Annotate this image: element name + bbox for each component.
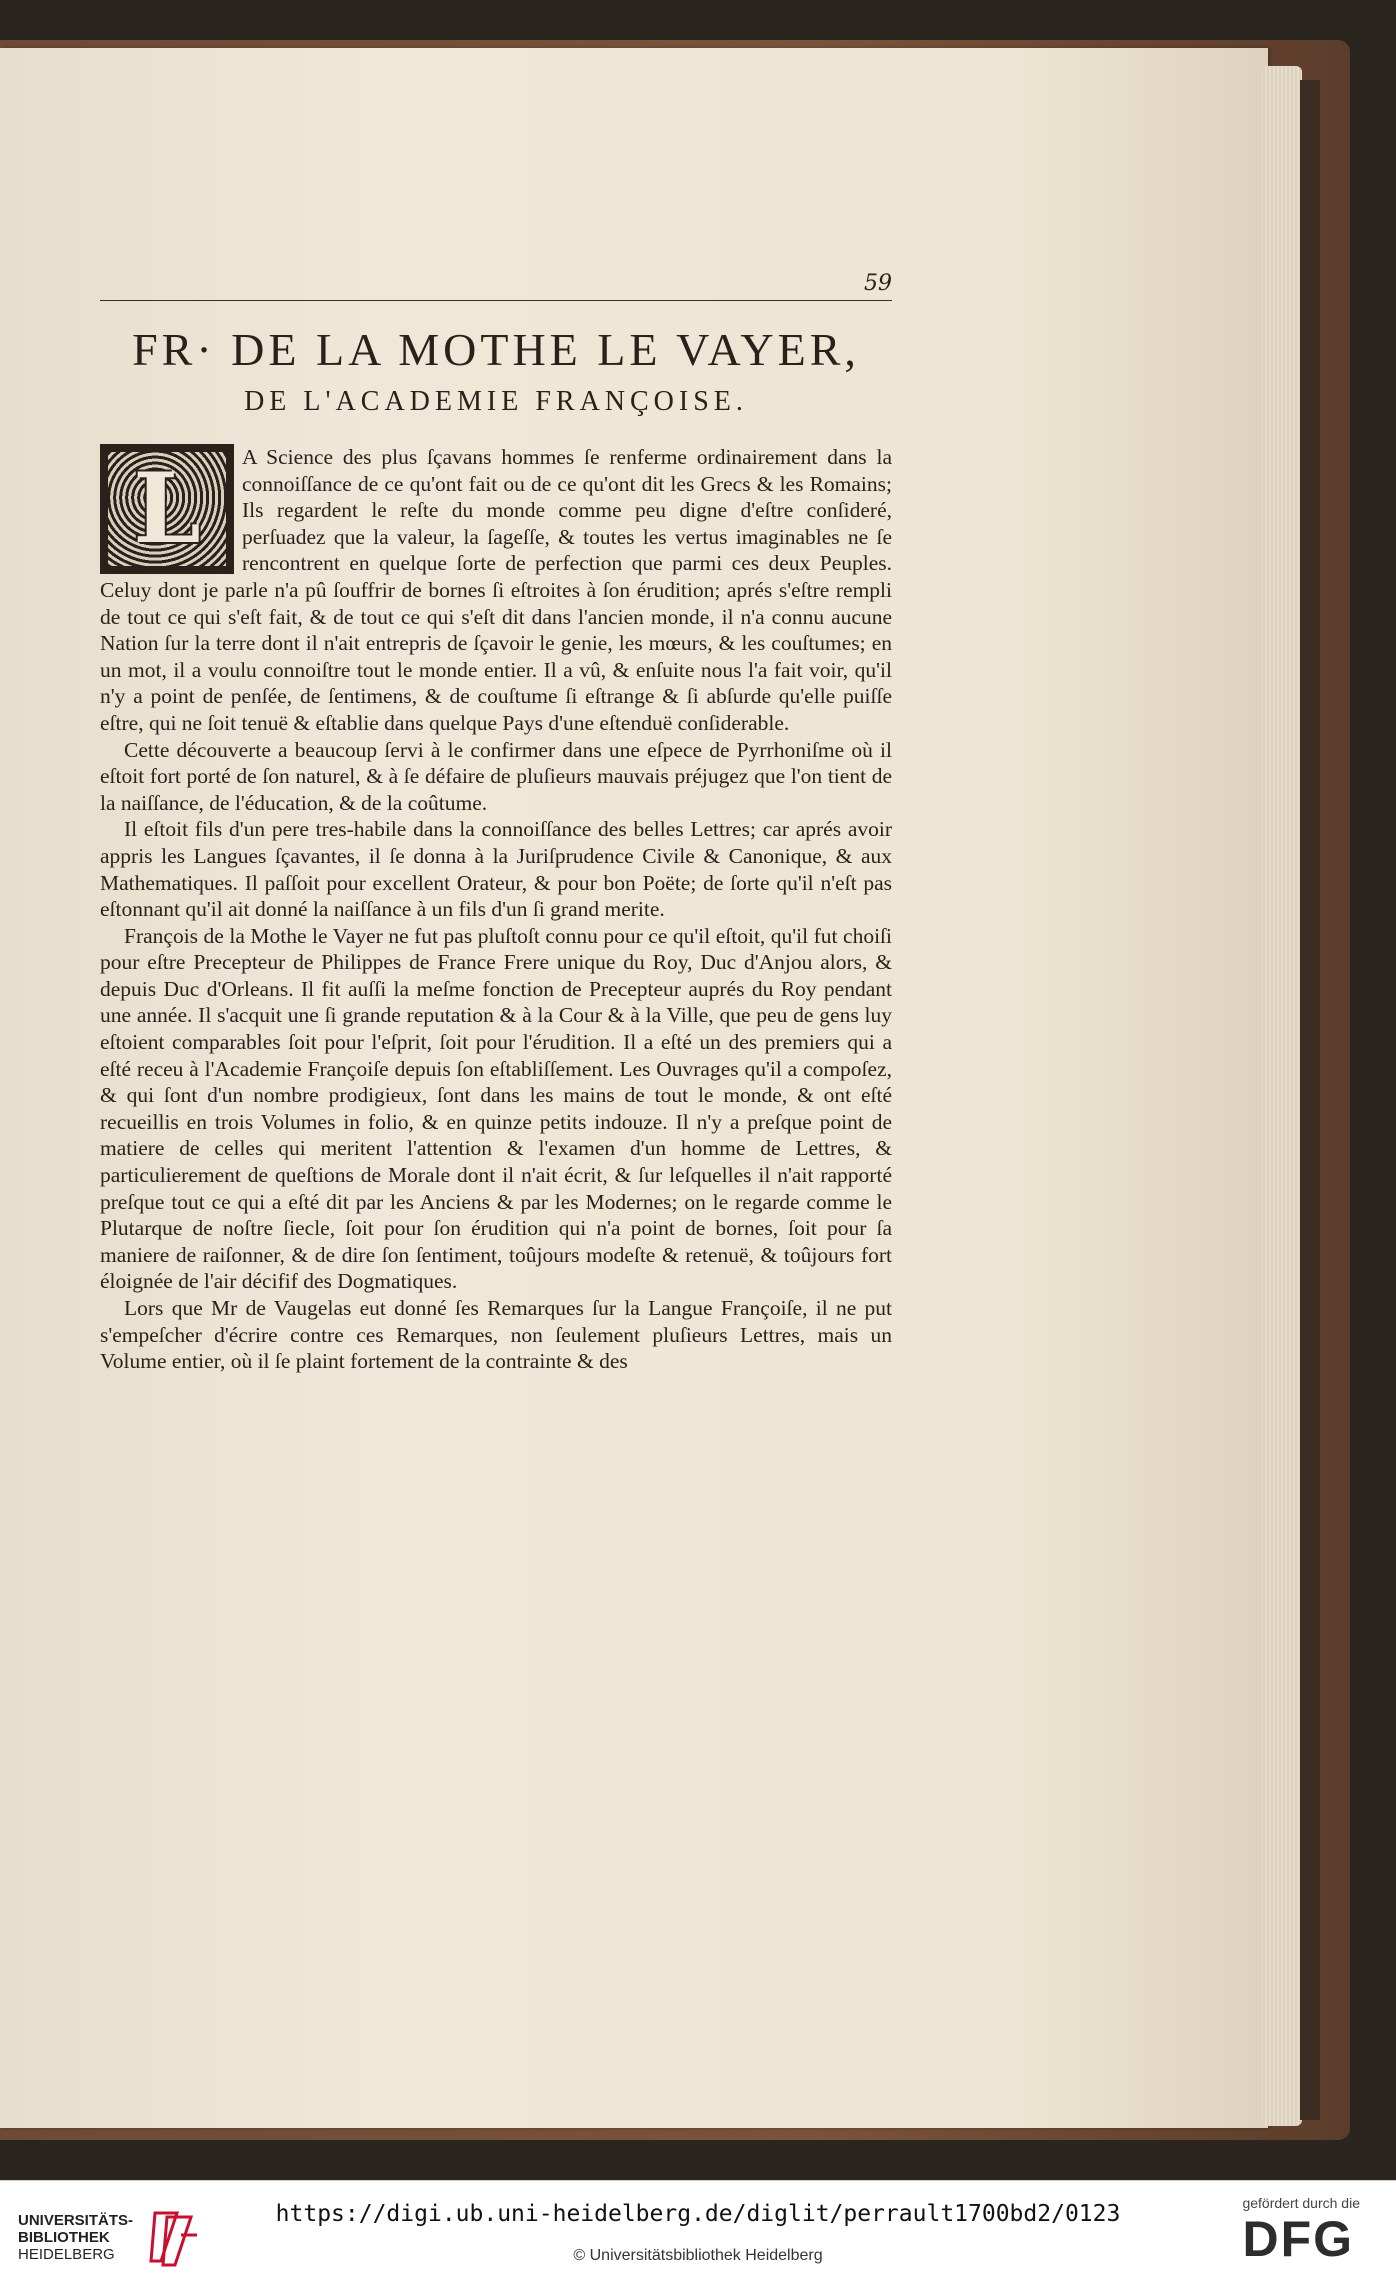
paragraph: Il eſtoit fils d'un pere tres-habile dans la connoiſſance des belles Lettres; car aprés avoir appris les Langues ſçavantes, il ſe donna à la Juriſprudence Civile & Canonique, & aux Mathematiques. Il paſſoit pour excellent Orateur, & pour bon Poëte; de ſorte qu'il n'eſt pas eſtonnant qu'il ait donné la naiſſance à un fils d'un ſi grand merite. xyxy=(100,817,892,922)
dfg-caption: gefördert durch die xyxy=(1242,2195,1360,2211)
paragraph: Cette découverte a beaucoup ſervi à le confirmer dans une eſpece de Pyrrhoniſme où il eſtoit fort porté de ſon naturel, & à ſe défaire de pluſieurs mauvais préjugez que l'on tient de la naiſſance, de l'éducation, & de la coûtume. xyxy=(100,737,892,815)
page-edges xyxy=(1262,66,1302,2126)
page-text-block xyxy=(100,260,892,1375)
page-number: 59 xyxy=(864,271,892,296)
viewer-footer xyxy=(0,2180,1396,2284)
library-name-line1: UNIVERSITÄTS- xyxy=(18,2211,134,2229)
paragraph: Lors que Mr de Vaugelas eut donné ſes Remarques ſur la Langue Françoiſe, il ne put s'empeſcher d'écrire contre ces Remarques, non ſeulement pluſieurs Lettres, mais un Volume entier, où il ſe plaint fortement de la contrainte & des xyxy=(100,1296,892,1374)
dfg-badge[interactable] xyxy=(1242,2195,1360,2267)
paragraph: A Science des plus ſçavans hommes ſe renferme ordinairement dans la connoiſſance de ce qu'ont fait ou de ce qu'ont dit les Grecs & les Romains; Ils regardent le reſte du monde comme peu digne d'eſtre conſideré, perſuadez que la valeur, la ſageſſe, & toutes les vertus imaginables ne ſe rencontrent en quelque ſorte de perfection que parmi ces deux Peuples. Celuy dont je parle n'a pû ſouffrir de bornes ſi eſtroites à ſon érudition; aprés s'eſtre rempli de tout ce qui s'eſt fait, & de tout ce qui s'eſt dit dans l'ancien monde, il n'a connu aucune Nation ſur la terre dont il n'ait entrepris de ſçavoir le genie, les mœurs, & les couſtumes; en un mot, il a voulu connoiſtre tout le monde entier. Il a vû, & enſuite nous l'a fait voir, qu'il n'y a point de penſée, de ſentimens, & de couſtume ſi eſtrange & ſi abſurde qu'elle puiſſe eſtre, qui ne ſoit tenuë & eſtablie dans quelque Pays d'une eſtenduë conſiderable. xyxy=(100,445,892,735)
chapter-title: FR· DE LA MOTHE LE VAYER, xyxy=(132,324,860,375)
ornamental-initial-icon xyxy=(100,444,234,574)
copyright-notice: © Universitätsbibliothek Heidelberg xyxy=(573,2247,823,2264)
body-text xyxy=(100,444,892,1375)
binding-shadow xyxy=(1300,80,1320,2120)
library-name-line2: BIBLIOTHEK xyxy=(18,2228,110,2246)
library-name-line3: HEIDELBERG xyxy=(18,2245,115,2263)
paragraph: François de la Mothe le Vayer ne fut pas pluſtoſt connu pour ce qu'il eſtoit, qu'il fut choiſi pour eſtre Precepteur de Philippes de France Frere unique du Roy, Duc d'Anjou alors, & depuis Duc d'Orleans. Il fit auſſi la meſme fonction de Precepteur auprés du Roy pendant une année. Il s'acquit une ſi grande reputation & à la Cour & à la Ville, que peu de gens luy eſtoient comparables ſoit pour l'eſprit, ſoit pour l'érudition. Il a eſté un des premiers qui a eſté receu à l'Academie Françoiſe depuis ſon eſtabliſſement. Les Ouvrages qu'il a compoſez, & qui ſont d'un nombre prodigieux, ſont dans les mains de tout le monde, & ont eſté recueillis en trois Volumes in folio, & en quinze petits indouze. Il n'y a preſque point de matiere de celles qui meritent l'attention & l'examen d'un homme de Lettres, & particulierement de queſtions de Morale dont il n'ait écrit, & ſur leſquelles il n'ait rapporté preſque tout ce qui a eſté dit par les Anciens & par les Modernes; on le regarde comme le Plutarque de noſtre ſiecle, ſoit pour ſon érudition qui n'a point de bornes, ſoit pour ſa maniere de raiſonner, & de dire ſon ſentiment, toûjours modeſte & retenuë, & toûjours fort éloignée de l'air décifif des Dogmatiques. xyxy=(100,923,892,1294)
running-head xyxy=(100,260,892,301)
permalink-url[interactable]: https://digi.ub.uni-heidelberg.de/diglit/perrault1700bd2/0123 xyxy=(275,2201,1121,2227)
chapter-subtitle: DE L'ACADEMIE FRANÇOISE. xyxy=(244,386,748,417)
dropcap-letter: L xyxy=(133,452,201,565)
dfg-logo: DFG xyxy=(1242,2211,1355,2267)
